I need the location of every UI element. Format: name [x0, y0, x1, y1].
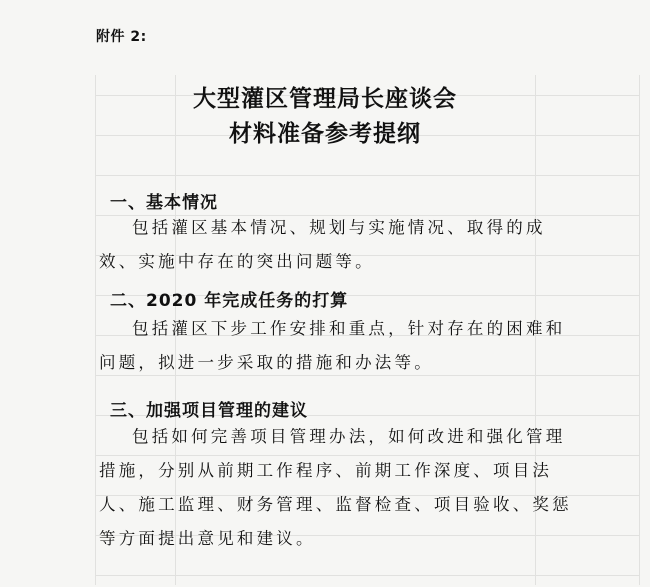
section-heading-2020-plan: 二、2020 年完成任务的打算: [110, 291, 349, 311]
section-heading-project-management: 三、加强项目管理的建议: [110, 401, 308, 421]
section-body-project-management: 包括如何完善项目管理办法，如何改进和强化管理措施，分别从前期工作程序、前期工作深度、项目法人、施工监理、财务管理、监督检查、项目验收、奖惩等方面提出意见和建议。: [99, 427, 572, 548]
section-body-basic-info: 包括灌区基本情况、规划与实施情况、取得的成效、实施中存在的突出问题等。: [99, 218, 546, 271]
document-title-line-2: 材料准备参考提纲: [229, 121, 421, 147]
section-body-2020-plan: 包括灌区下步工作安排和重点，针对存在的困难和问题，拟进一步采取的措施和办法等。: [99, 319, 566, 372]
annex-label: 附件 2:: [96, 29, 147, 45]
section-heading-basic-info: 一、基本情况: [110, 193, 218, 213]
document-title-line-1: 大型灌区管理局长座谈会: [193, 86, 457, 112]
